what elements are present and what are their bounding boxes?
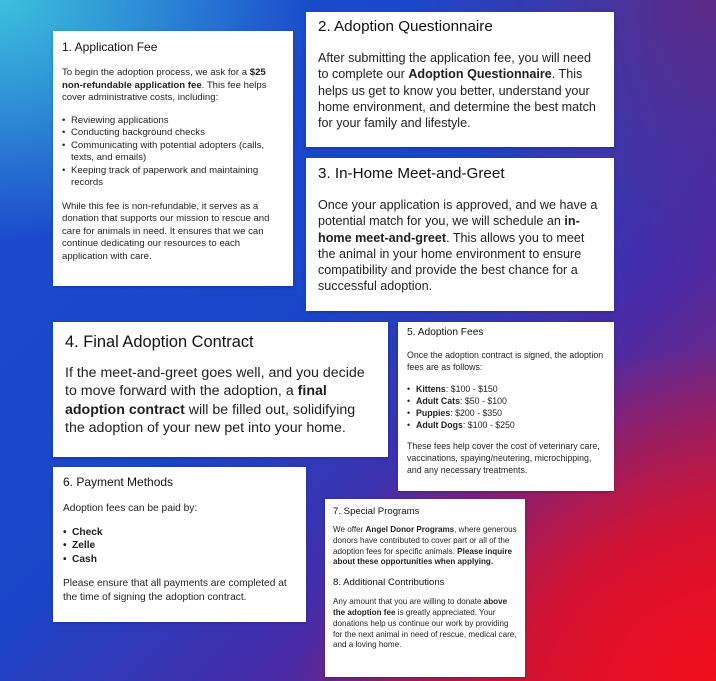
fee-value: : $50 - $100	[460, 395, 507, 406]
text-start: Once your application is approved, and we have a potential match for you, we will schedule an	[318, 198, 598, 229]
text-start: We offer	[333, 525, 366, 534]
text-end: . This allows you to meet the animal in your home environment to ensure compatibility and provide the best chance for a successful adoption.	[318, 230, 585, 294]
adoption-fees-intro: Once the adoption contract is signed, the adoption fees are as follows:	[407, 350, 604, 372]
list-item: • Zelle	[63, 539, 296, 553]
payment-methods-card	[53, 467, 306, 622]
meet-and-greet-title: 3. In-Home Meet-and-Greet	[318, 165, 505, 182]
additional-contributions-text	[333, 597, 517, 651]
list-item: • Conducting background checks	[62, 127, 284, 140]
adoption-questionnaire-card	[306, 12, 614, 147]
final-contract-text	[65, 364, 376, 438]
fee-label: Adult Cats	[416, 395, 460, 406]
payment-methods-title: 6. Payment Methods	[63, 475, 174, 489]
list-item: • Cash	[63, 553, 296, 567]
text-end: will be filled out, solidifying the adoption of your new pet into your home.	[65, 401, 356, 437]
adoption-fees-closing: These fees help cover the cost of veterinary care, vaccinations, spaying/neutering, microchipping, and any necessary treatments.	[407, 441, 600, 476]
fee-value: : $100 - $150	[445, 383, 498, 394]
text-start: After submitting the application fee, you will need to complete our	[318, 51, 592, 82]
list-item	[407, 408, 606, 420]
intro-text-end: . This fee helps cover administrative costs, including:	[62, 79, 267, 103]
text-middle: , where generous donors have contributed to cover part or all of the adoption fees for specific animals.	[333, 525, 517, 556]
payment-methods-intro: Adoption fees can be paid by:	[63, 503, 198, 514]
intro-text: To begin the adoption process, we ask for a	[62, 67, 250, 78]
fee-label: Adult Dogs	[416, 419, 463, 430]
questionnaire-text	[318, 50, 602, 131]
fee-cost-list	[62, 115, 284, 190]
special-programs-card	[325, 499, 525, 677]
meet-and-greet-card	[306, 158, 614, 311]
questionnaire-title: 2. Adoption Questionnaire	[318, 18, 493, 35]
list-item: • Reviewing applications	[62, 115, 284, 128]
text-end: is greatly appreciated. Your donations help us continue our work by providing for the next animal in need of rescue, medical care, and a loving home.	[333, 607, 517, 650]
fee-value: : $100 - $250	[462, 419, 515, 430]
adoption-fees-card	[398, 322, 614, 491]
list-item: • Check	[63, 526, 296, 540]
list-item: • Keeping track of paperwork and maintaining records	[62, 165, 284, 190]
text-bold: Adoption Questionnaire	[408, 67, 552, 82]
payment-methods-closing: Please ensure that all payments are completed at the time of signing the adoption contract.	[63, 578, 287, 603]
list-item	[407, 396, 606, 408]
text-bold: Angel Donor Programs	[365, 525, 455, 534]
additional-contributions-title: 8. Additional Contributions	[333, 577, 445, 589]
text-end: . This helps us get to know you better, understand your home environment, and determine the best match for your family and lifestyle.	[318, 67, 596, 131]
fee-label: Puppies	[416, 407, 451, 418]
application-fee-card	[53, 31, 293, 286]
fee-label: Kittens	[416, 383, 446, 394]
special-programs-text	[333, 525, 517, 568]
text-bold: final adoption contract	[65, 383, 327, 418]
text-start: Any amount that you are willing to donate	[333, 597, 484, 607]
adoption-fees-title: 5. Adoption Fees	[407, 327, 484, 338]
fee-amount-text: $25 non-refundable application fee	[62, 67, 266, 91]
list-item	[407, 420, 606, 432]
fee-list	[407, 384, 606, 432]
final-contract-title: 4. Final Adoption Contract	[65, 333, 254, 351]
meet-and-greet-text	[318, 197, 602, 295]
application-fee-intro	[62, 67, 284, 105]
application-fee-closing: While this fee is non-refundable, it serves as a donation that supports our mission to rescue and care for animals in need. It ensures that we can continue dedicating our resources to each application with care.	[62, 200, 270, 262]
final-contract-card	[53, 322, 388, 457]
list-item: • Communicating with potential adopters (calls, texts, and emails)	[62, 140, 284, 165]
application-fee-title: 1. Application Fee	[62, 40, 158, 54]
special-programs-title: 7. Special Programs	[333, 506, 420, 517]
text-bold: in-home meet-and-greet	[318, 214, 580, 245]
fee-value: : $200 - $350	[450, 407, 503, 418]
list-item	[407, 384, 606, 396]
text-start: If the meet-and-greet goes well, and you decide to move forward with the adoption, a	[65, 365, 365, 400]
payment-methods-list	[63, 526, 296, 567]
text-bold: above the adoption fee	[333, 597, 508, 617]
text-bold-inquire: Please inquire about these opportunities when applying.	[333, 546, 513, 567]
